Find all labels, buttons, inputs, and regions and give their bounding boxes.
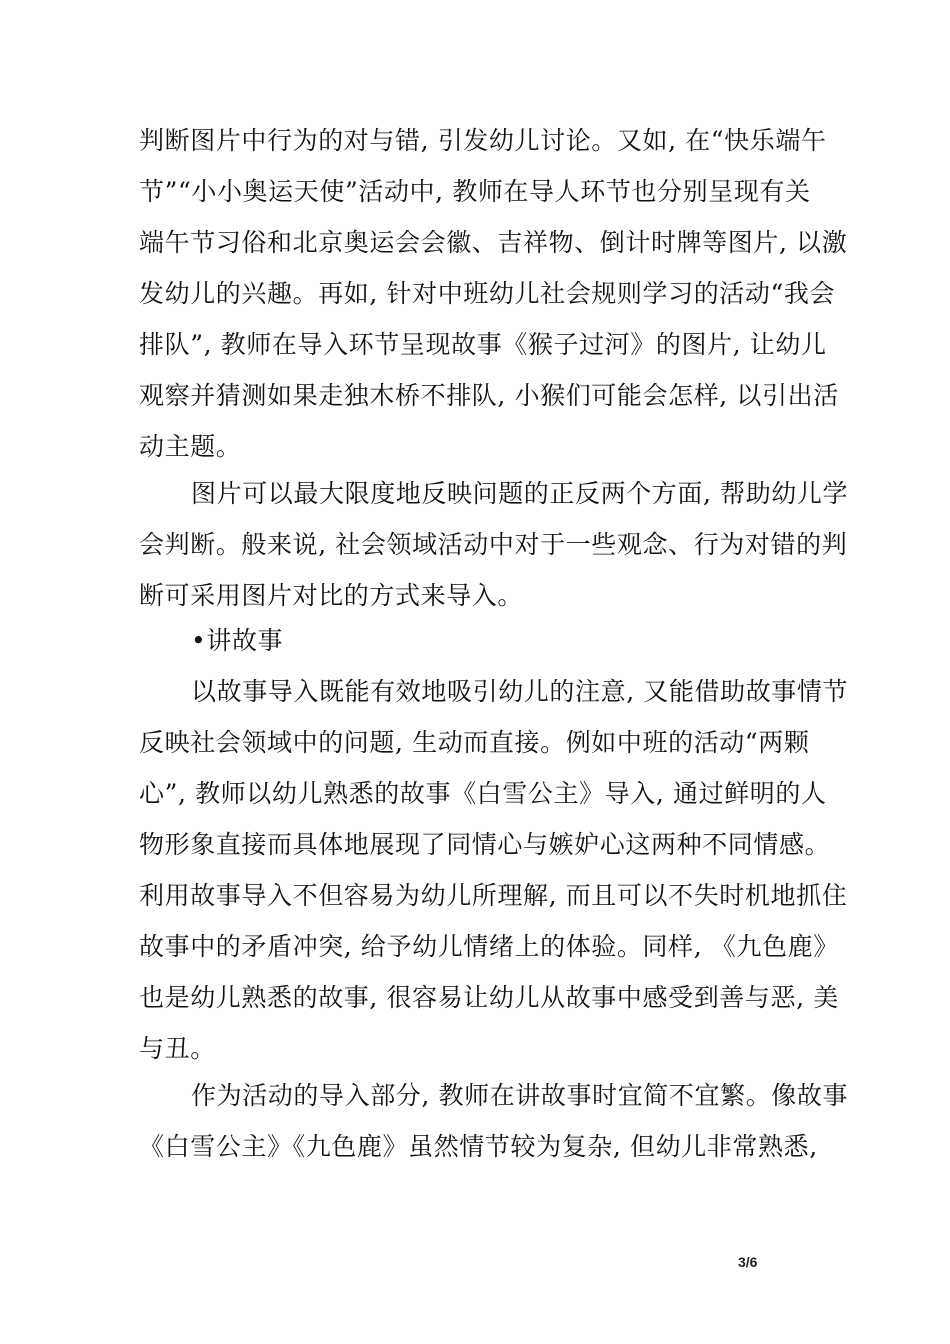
text-line: 会判断。般来说, 社会领域活动中对于一些观念、行为对错的判 bbox=[139, 530, 848, 559]
text-line: 排队”, 教师在导入环节呈现故事《猴子过河》的图片, 让幼儿 bbox=[139, 330, 827, 359]
text-line: 反映社会领域中的问题, 生动而直接。例如中班的活动“两颗 bbox=[139, 728, 810, 757]
text-line: 《白雪公主》《九色鹿》虽然情节较为复杂, 但幼儿非常熟悉, bbox=[139, 1132, 818, 1161]
text-line: 端午节习俗和北京奥运会会徽、吉祥物、倒计时牌等图片, 以激 bbox=[139, 228, 848, 257]
text-line: 图片可以最大限度地反映问题的正反两个方面, 帮助幼儿学 bbox=[191, 479, 849, 508]
text-line: 判断图片中行为的对与错, 引发幼儿讨论。又如, 在“快乐端午 bbox=[139, 126, 827, 155]
text-line: 心”, 教师以幼儿熟悉的故事《白雪公主》导入, 通过鲜明的人 bbox=[139, 779, 827, 808]
text-line: 作为活动的导入部分, 教师在讲故事时宜简不宜繁。像故事 bbox=[191, 1081, 849, 1110]
text-line: 利用故事导入不但容易为幼儿所理解, 而且可以不失时机地抓住 bbox=[139, 881, 848, 910]
text-line: 观察并猜测如果走独木桥不排队, 小猴们可能会怎样, 以引出活 bbox=[139, 381, 839, 410]
text-line: 物形象直接而具体地展现了同情心与嫉妒心这两种不同情感。 bbox=[139, 830, 831, 859]
section-heading: •讲故事 bbox=[191, 626, 284, 655]
text-line: 节”“小小奥运天使”活动中, 教师在导人环节也分别呈现有关 bbox=[139, 177, 811, 206]
text-line: 断可采用图片对比的方式来导入。 bbox=[139, 581, 524, 610]
text-line: 以故事导入既能有效地吸引幼儿的注意, 又能借助故事情节 bbox=[191, 677, 849, 706]
text-line: 动主题。 bbox=[139, 432, 242, 461]
text-line: 也是幼儿熟悉的故事, 很容易让幼儿从故事中感受到善与恶, 美 bbox=[139, 983, 839, 1012]
text-line: 与丑。 bbox=[139, 1034, 216, 1063]
text-line: 故事中的矛盾冲突, 给予幼儿情绪上的体验。同样, 《九色鹿》 bbox=[139, 932, 839, 961]
text-line: 发幼儿的兴趣。再如, 针对中班幼儿社会规则学习的活动“我会 bbox=[139, 279, 836, 308]
page-number: 3/6 bbox=[738, 1254, 758, 1270]
